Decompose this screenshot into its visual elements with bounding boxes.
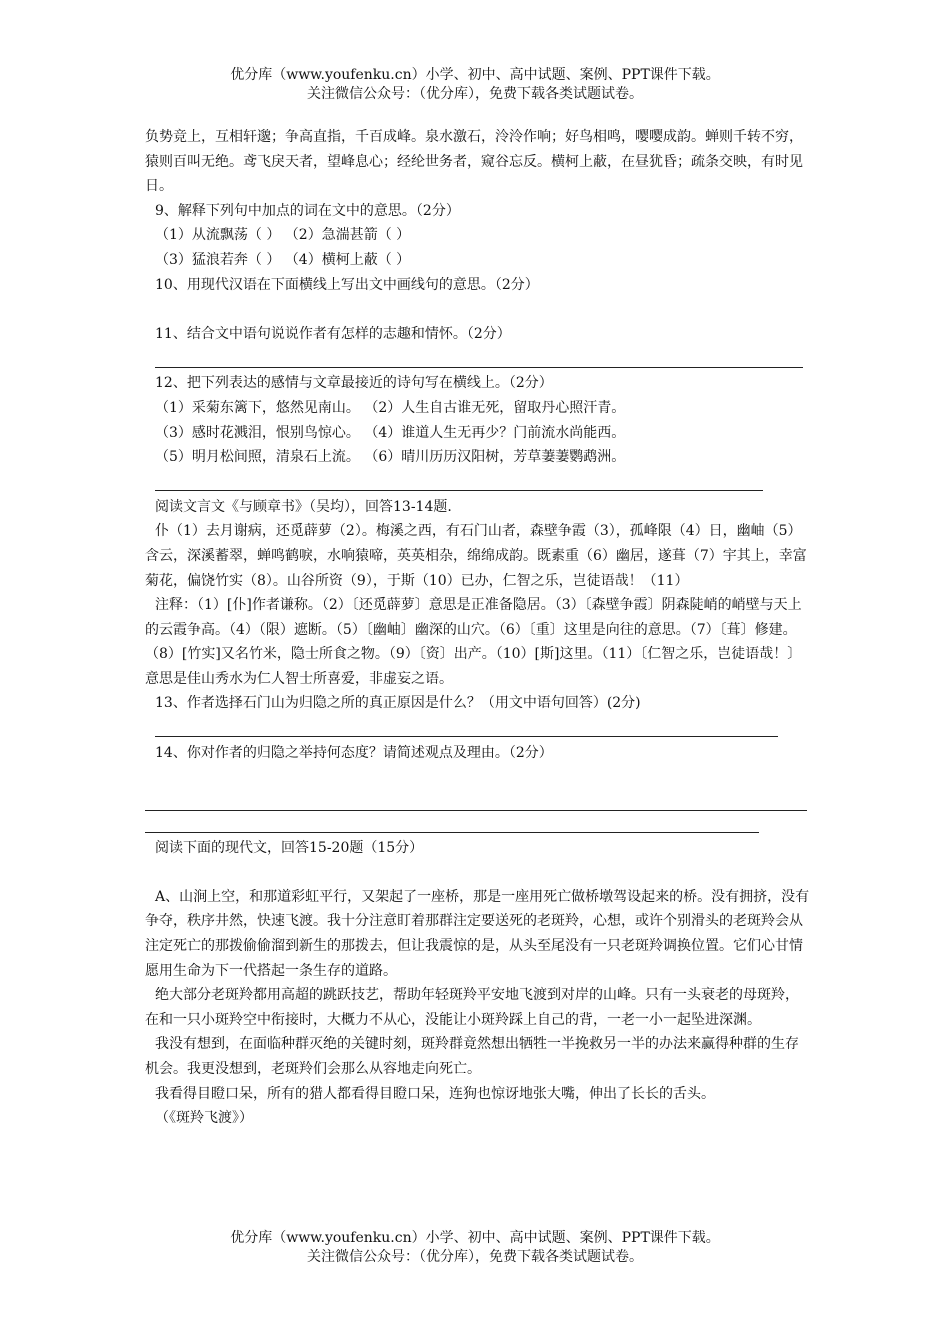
question-12-row-2: （3）感时花溅泪，恨别鸟惊心。 （4）谁道人生无再少？门前流水尚能西。 [155, 424, 626, 441]
header-line-1: 优分库（www.youfenku.cn）小学、初中、高中试题、案例、PPT课件下载。 [230, 67, 720, 83]
passage-continuation: 负势竞上，互相轩邈；争高直指，千百成峰。泉水激石，泠泠作响；好鸟相鸣，嘤嘤成韵。蝉则千转不穷，猿则百叫无绝。鸢飞戾天者，望峰息心；经纶世务者，窥谷忘反。横柯上蔽，在昼犹昏；疏条交映，有时见日。 [145, 129, 803, 195]
question-9-stem: 9、解释下列句中加点的词在文中的意思。（2分） [155, 202, 460, 219]
page-header-top [0, 66, 950, 104]
modern-paragraph-2: 绝大部分老斑羚都用高超的跳跃技艺，帮助年轻斑羚平安地飞渡到对岸的山峰。只有一头衰老的母斑羚，在和一只小斑羚空中衔接时，大概力不从心，没能让小斑羚踩上自己的背，一老一小一起坠进深渊。 [145, 987, 799, 1028]
classical-text-intro: 阅读文言文《与顾章书》（吴均），回答13-14题. [155, 498, 452, 515]
document-body [145, 125, 810, 1131]
question-14: 14、你对作者的归隐之举持何态度？请简述观点及理由。（2分） [155, 745, 553, 762]
answer-line [145, 832, 759, 833]
header-line-2: 关注微信公众号：（优分库），免费下载各类试题试卷。 [307, 86, 643, 102]
modern-paragraph-4: 我看得目瞪口呆，所有的猎人都看得目瞪口呆，连狗也惊讶地张大嘴，伸出了长长的舌头。 [155, 1085, 715, 1102]
question-12-stem: 12、把下列表达的感情与文章最接近的诗句写在横线上。（2分） [155, 375, 553, 392]
answer-line [155, 490, 763, 491]
question-10: 10、用现代汉语在下面横线上写出文中画线句的意思。（2分） [155, 276, 539, 293]
classical-text: 仆（1）去月谢病，还觅薜萝（2）。梅溪之西，有石门山者，森壁争霞（3），孤峰限（4）日，幽岫（5）含云，深溪蓄翠，蝉鸣鹤唳，水响猿啼，英英相杂，绵绵成韵。既素重（6）幽居，遂葺（7）宇其上，幸富菊花，偏饶竹实（8）。山谷所资（9），于斯（10）已办，仁智之乐，岂徒语哉！（11） [145, 523, 807, 589]
modern-paragraph-3: 我没有想到，在面临种群灭绝的关键时刻，斑羚群竟然想出牺牲一半挽救另一半的办法来赢得种群的生存机会。我更没想到，老斑羚们会那么从容地走向死亡。 [145, 1036, 799, 1077]
question-13: 13、作者选择石门山为归隐之所的真正原因是什么？（用文中语句回答）(2分) [155, 695, 641, 712]
footer-line-2: 关注微信公众号：（优分库），免费下载各类试题试卷。 [307, 1249, 643, 1265]
page-header-bottom [0, 1229, 950, 1267]
modern-text-intro: 阅读下面的现代文，回答15-20题（15分） [155, 839, 424, 856]
question-12-row-1: （1）采菊东篱下，悠然见南山。 （2）人生自古谁无死，留取丹心照汗青。 [155, 399, 626, 416]
answer-line [145, 810, 807, 811]
question-9-row-2: （3）猛浪若奔（ ） （4）横柯上蔽（ ） [155, 251, 411, 268]
answer-space [145, 297, 810, 322]
classical-notes: 注释：（1）[仆]作者谦称。（2）〔还觅薜萝〕意思是正准备隐居。（3）〔森壁争霞〕阴森陡峭的峭壁与天上的云霞争高。（4）（限）遮断。（5）〔幽岫〕幽深的山穴。（6）〔重〕这里是向往的意思。（7）〔葺〕修建。（8）[竹实]又名竹米，隐士所食之物。（9）〔资〕出产。（10）[斯]这里。（11）〔仁智之乐，岂徒语哉！〕意思是佳山秀水为仁人智士所喜爱，非虚妄之语。 [145, 597, 802, 687]
answer-line [155, 367, 803, 368]
modern-source: （《斑羚飞渡》） [155, 1110, 253, 1127]
question-11: 11、结合文中语句说说作者有怎样的志趣和情怀。（2分） [155, 325, 511, 342]
modern-paragraph-1: A、山涧上空，和那道彩虹平行，又架起了一座桥，那是一座用死亡做桥墩驾设起来的桥。没有拥挤，没有争夺，秩序井然，快速飞渡。我十分注意盯着那群注定要送死的老斑羚，心想，或许个别滑头的老斑羚会从注定死亡的那拨偷偷溜到新生的那拨去，但让我震惊的是，从头至尾没有一只老斑羚调换位置。它们心甘情愿用生命为下一代搭起一条生存的道路。 [145, 888, 810, 979]
question-12-row-3: （5）明月松间照，清泉石上流。 （6）晴川历历汉阳树，芳草萋萋鹦鹉洲。 [155, 449, 626, 466]
answer-line [155, 736, 778, 737]
footer-line-1: 优分库（www.youfenku.cn）小学、初中、高中试题、案例、PPT课件下载。 [230, 1230, 720, 1246]
question-9-row-1: （1）从流飘荡（ ） （2）急湍甚箭（ ） [155, 227, 411, 244]
answer-space [145, 860, 810, 885]
